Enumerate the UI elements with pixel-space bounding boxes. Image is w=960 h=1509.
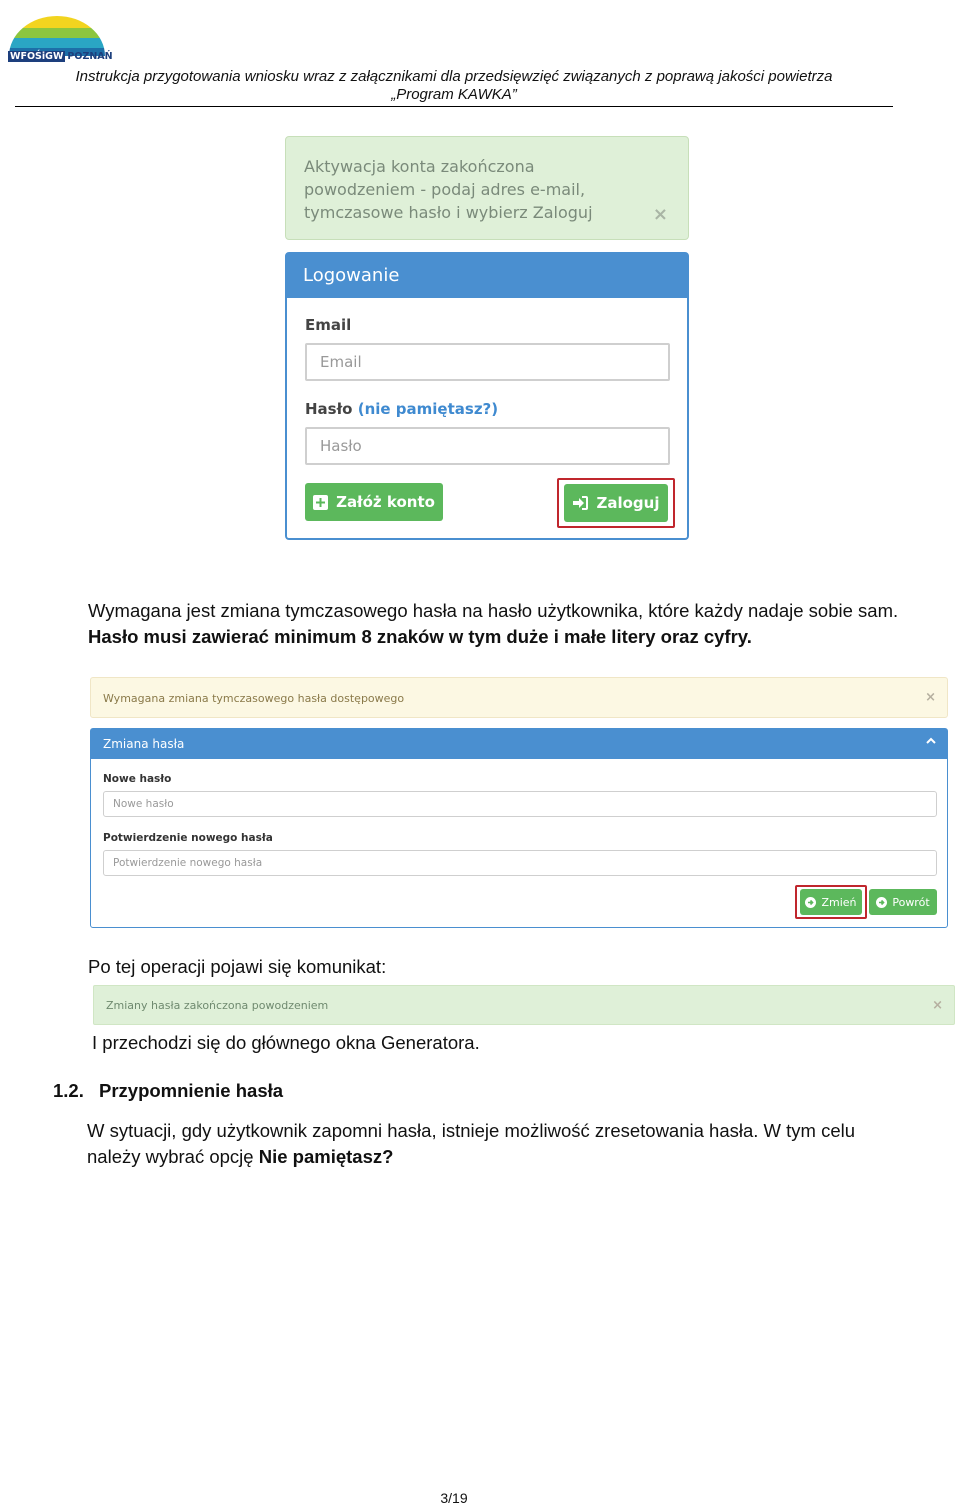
- warning-text: Wymagana zmiana tymczasowego hasła dostępowego: [103, 692, 405, 705]
- document-header: [15, 68, 893, 107]
- logo-text-poznan: POZNAŃ: [67, 51, 113, 62]
- reset-password-paragraph: [87, 1118, 907, 1170]
- arrow-circle-icon: [805, 897, 816, 908]
- temporary-password-warning: [90, 677, 948, 718]
- activation-alert-text: Aktywacja konta zakończona powodzeniem - podaj adres e-mail, tymczasowe hasło i wybierz Zaloguj: [304, 157, 593, 222]
- paragraph-text: W sytuacji, gdy użytkownik zapomni hasła, istnieje możliwość zresetowania hasła. W tym celu należy wybrać opcję: [87, 1120, 856, 1167]
- forgot-option-text: Nie pamiętasz?: [258, 1146, 394, 1167]
- close-icon[interactable]: ×: [925, 690, 936, 705]
- logo-text-wfosigw: WFOŚiGW: [10, 51, 64, 62]
- chevron-up-icon[interactable]: [925, 735, 937, 747]
- close-icon[interactable]: ×: [652, 204, 668, 225]
- plus-square-icon: [313, 495, 328, 510]
- section-heading: [53, 1080, 283, 1102]
- login-button[interactable]: [564, 484, 668, 522]
- password-label-row: [305, 400, 498, 418]
- sign-in-icon: [572, 496, 588, 510]
- section-number: 1.2.: [53, 1080, 84, 1101]
- arrow-circle-icon: [876, 897, 887, 908]
- password-field[interactable]: Hasło: [305, 427, 670, 465]
- confirm-password-label: Potwierdzenie nowego hasła: [103, 832, 273, 844]
- login-panel: [285, 252, 689, 540]
- generator-paragraph: I przechodzi się do głównego okna Generatora.: [92, 1032, 480, 1053]
- change-password-title: Zmiana hasła: [103, 737, 185, 751]
- email-field[interactable]: Email: [305, 343, 670, 381]
- register-button[interactable]: [305, 483, 443, 521]
- back-button[interactable]: [869, 889, 937, 915]
- back-button-label: Powrót: [892, 895, 930, 909]
- confirm-password-field[interactable]: Potwierdzenie nowego hasła: [103, 850, 937, 876]
- after-operation-paragraph: Po tej operacji pojawi się komunikat:: [88, 956, 387, 977]
- email-label: Email: [305, 316, 352, 334]
- change-button[interactable]: [800, 889, 862, 915]
- change-button-label: Zmień: [821, 895, 857, 909]
- login-button-label: Zaloguj: [596, 494, 660, 512]
- logo-caption: [8, 51, 113, 62]
- password-label: Hasło: [305, 400, 353, 418]
- new-password-label: Nowe hasło: [103, 773, 172, 785]
- section-title: Przypomnienie hasła: [99, 1080, 284, 1101]
- change-password-panel: [90, 728, 948, 928]
- new-password-field[interactable]: Nowe hasło: [103, 791, 937, 817]
- activation-success-alert: [285, 136, 689, 240]
- document-title: Instrukcja przygotowania wniosku wraz z załącznikami dla przedsięwzięć związanych z poprawą jakości powietrza: [75, 68, 833, 85]
- close-icon[interactable]: ×: [932, 998, 943, 1013]
- page-number: 3/19: [440, 1490, 468, 1506]
- document-program-name: „Program KAWKA”: [391, 86, 517, 103]
- change-password-header: [91, 729, 947, 759]
- password-rule-text: Hasło musi zawierać minimum 8 znaków w tym duże i małe litery oraz cyfry.: [88, 626, 752, 647]
- login-panel-title: Logowanie: [287, 254, 687, 298]
- success-message-text: Zmiany hasła zakończona powodzeniem: [106, 999, 329, 1012]
- forgot-password-link[interactable]: (nie pamiętasz?): [357, 400, 499, 418]
- password-requirement-paragraph: [88, 598, 908, 650]
- paragraph-text: Wymagana jest zmiana tymczasowego hasła na hasło użytkownika, które każdy nadaje sobie sam.: [88, 600, 899, 621]
- password-change-success-message: [93, 985, 955, 1025]
- register-button-label: Załóż konto: [336, 493, 435, 511]
- login-screenshot: [285, 136, 689, 540]
